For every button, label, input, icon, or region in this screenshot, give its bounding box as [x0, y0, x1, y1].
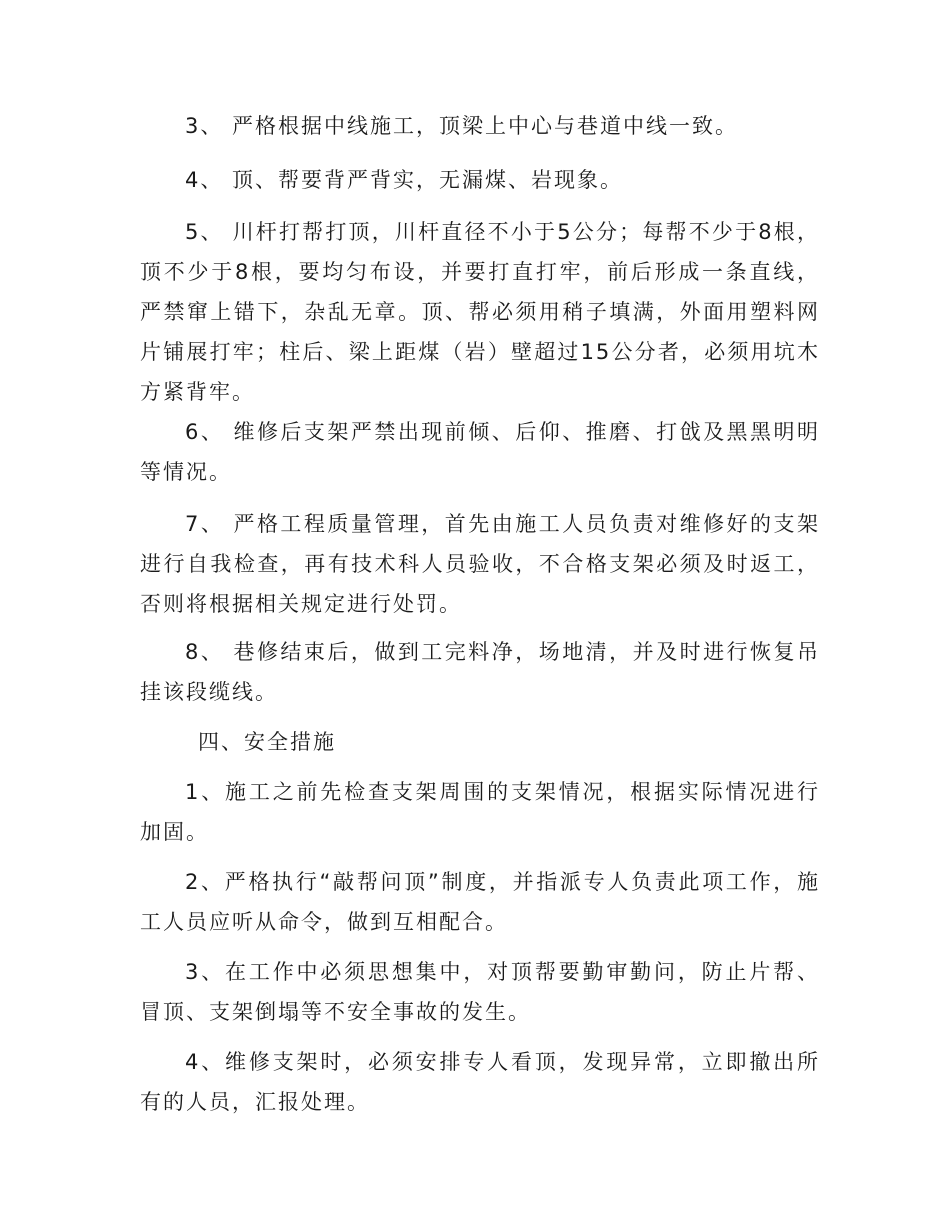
safety-item-2: 2、严格执行“敲帮问顶”制度，并指派专人负责此项工作，施工人员应听从命令，做到互相配合。 [140, 870, 820, 934]
paragraph-item-3: 3、 严格根据中线施工，顶梁上中心与巷道中线一致。 [185, 114, 739, 138]
paragraph-item-5: 5、 川杆打帮打顶，川杆直径不小于5公分；每帮不少于8根，顶不少于8根，要均匀布设，并要打直打牢，前后形成一条直线，严禁窜上错下，杂乱无章。顶、帮必须用稍子填满，外面用塑料网片铺展打牢；柱后、梁上距煤（岩）壁超过15公分者，必须用坑木方紧背牢。 [140, 220, 820, 404]
paragraph-item-6: 6、 维修后支架严禁出现前倾、后仰、推磨、打戗及黑黑明明等情况。 [140, 420, 820, 484]
safety-item-3: 3、在工作中必须思想集中，对顶帮要勤审勤问，防止片帮、冒顶、支架倒塌等不安全事故的发生。 [140, 960, 820, 1024]
paragraph-item-4: 4、 顶、帮要背严背实，无漏煤、岩现象。 [185, 168, 624, 192]
section-heading-safety: 四、安全措施 [198, 730, 336, 754]
safety-item-4: 4、维修支架时，必须安排专人看顶，发现异常，立即撤出所有的人员，汇报处理。 [140, 1050, 820, 1114]
safety-item-1: 1、施工之前先检查支架周围的支架情况，根据实际情况进行加固。 [140, 780, 820, 844]
paragraph-item-8: 8、 巷修结束后，做到工完料净，场地清，并及时进行恢复吊挂该段缆线。 [140, 640, 820, 704]
paragraph-item-7: 7、 严格工程质量管理，首先由施工人员负责对维修好的支架进行自我检查，再有技术科人员验收，不合格支架必须及时返工，否则将根据相关规定进行处罚。 [140, 512, 820, 616]
